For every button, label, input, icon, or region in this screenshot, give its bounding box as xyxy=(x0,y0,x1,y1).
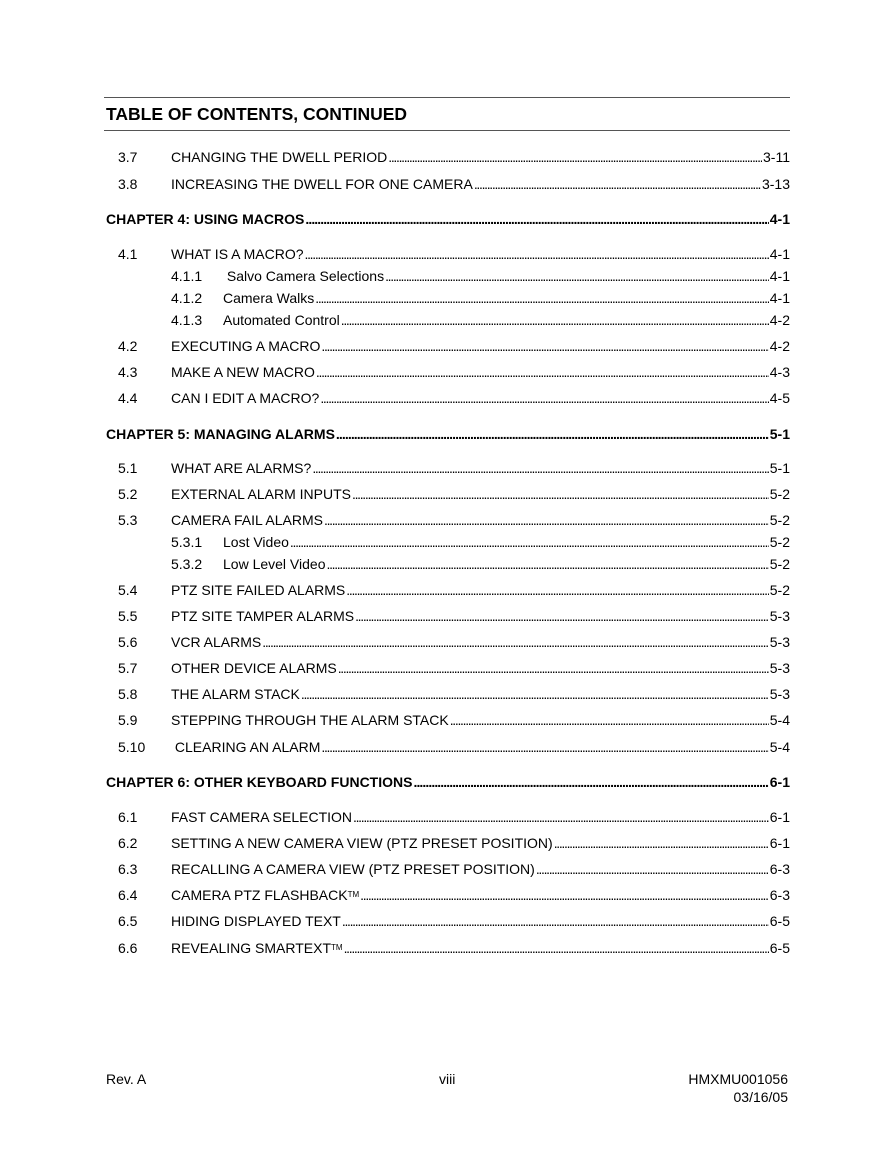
toc-entry[interactable] xyxy=(0,459,892,477)
toc-entry-title: THE ALARM STACK xyxy=(171,686,300,702)
toc-entry-page: 3-11 xyxy=(763,149,790,165)
toc-entry[interactable] xyxy=(0,555,892,573)
dot-leader xyxy=(320,389,768,407)
toc-entry[interactable] xyxy=(0,685,892,703)
dot-leader xyxy=(321,337,768,355)
toc-entry-number: 6.6 xyxy=(118,940,138,956)
toc-entry-number: 4.1.2 xyxy=(171,290,203,306)
toc-entry-page: 6-1 xyxy=(769,774,790,790)
toc-entry[interactable] xyxy=(0,659,892,677)
toc-entry-number: 5.4 xyxy=(118,582,138,598)
toc-entry-title: SETTING A NEW CAMERA VIEW (PTZ PRESET POSITION) xyxy=(171,835,553,851)
toc-entry-page: 5-2 xyxy=(769,556,790,572)
toc-entry-title: WHAT ARE ALARMS? xyxy=(171,460,312,476)
toc-entry-page: 3-13 xyxy=(761,176,790,192)
toc-entry-page: 6-1 xyxy=(769,809,790,825)
toc-entry-title: CLEARING AN ALARM xyxy=(171,739,321,755)
toc-entry-title: HIDING DISPLAYED TEXT xyxy=(171,913,341,929)
dot-leader xyxy=(346,581,768,599)
dot-leader xyxy=(336,425,769,443)
toc-entry-page: 4-3 xyxy=(769,364,790,380)
toc-entry-page: 4-2 xyxy=(769,338,790,354)
toc-chapter-entry[interactable] xyxy=(0,773,892,791)
footer-revision: Rev. A xyxy=(106,1071,147,1087)
toc-entry-page: 5-2 xyxy=(769,534,790,550)
toc-entry-number: 6.2 xyxy=(118,835,138,851)
dot-leader xyxy=(326,555,768,573)
toc-entry-page: 5-2 xyxy=(769,582,790,598)
toc-entry[interactable] xyxy=(0,633,892,651)
footer-date: 03/16/05 xyxy=(733,1089,788,1105)
toc-entry-title: CHAPTER 6: OTHER KEYBOARD FUNCTIONS xyxy=(106,774,413,790)
dot-leader xyxy=(341,311,769,329)
toc-entry-page: 6-3 xyxy=(769,887,790,903)
toc-entry-title: Low Level Video xyxy=(223,556,326,572)
toc-chapter-entry[interactable] xyxy=(0,425,892,443)
toc-entry-title: PTZ SITE TAMPER ALARMS xyxy=(171,608,355,624)
dot-leader xyxy=(474,175,761,193)
toc-entry-title: PTZ SITE FAILED ALARMS xyxy=(171,582,346,598)
toc-chapter-entry[interactable] xyxy=(0,210,892,228)
toc-entry-number: 4.1 xyxy=(118,246,138,262)
toc-entry[interactable] xyxy=(0,912,892,930)
toc-entry-page: 4-1 xyxy=(769,246,790,262)
toc-entry-number: 4.1.3 xyxy=(171,312,203,328)
toc-entry-title: CAN I EDIT A MACRO? xyxy=(171,390,320,406)
dot-leader xyxy=(344,939,769,957)
dot-leader xyxy=(262,633,769,651)
toc-entry[interactable] xyxy=(0,245,892,263)
toc-entry-number: 4.4 xyxy=(118,390,138,406)
toc-entry-page: 4-1 xyxy=(769,211,790,227)
toc-entry-title: RECALLING A CAMERA VIEW (PTZ PRESET POSITION) xyxy=(171,861,535,877)
toc-entry-title: FAST CAMERA SELECTION xyxy=(171,809,353,825)
toc-entry-page: 5-4 xyxy=(769,739,790,755)
toc-entry[interactable] xyxy=(0,939,892,957)
footer-doc-id: HMXMU001056 xyxy=(688,1071,788,1087)
trademark-mark: TM xyxy=(347,890,360,899)
dot-leader xyxy=(321,738,768,756)
dot-leader xyxy=(536,860,769,878)
toc-entry-title: INCREASING THE DWELL FOR ONE CAMERA xyxy=(171,176,473,192)
toc-entry-number: 5.3.1 xyxy=(171,534,203,550)
toc-entry-title: Salvo Camera Selections xyxy=(223,268,385,284)
toc-entry-number: 5.6 xyxy=(118,634,138,650)
toc-entry-number: 5.10 xyxy=(118,739,146,755)
dot-leader xyxy=(355,607,769,625)
toc-entry[interactable] xyxy=(0,267,892,285)
toc-entry[interactable] xyxy=(0,485,892,503)
toc-entry-title: VCR ALARMS xyxy=(171,634,262,650)
toc-entry-page: 5-2 xyxy=(769,486,790,502)
toc-entry-number: 5.8 xyxy=(118,686,138,702)
toc-entry-page: 4-5 xyxy=(769,390,790,406)
dot-leader xyxy=(305,245,769,263)
toc-entry-number: 5.9 xyxy=(118,712,138,728)
toc-entry[interactable] xyxy=(0,148,892,166)
dot-leader xyxy=(315,289,768,307)
toc-entry[interactable] xyxy=(0,738,892,756)
toc-entry-number: 4.3 xyxy=(118,364,138,380)
toc-entry-title: Lost Video xyxy=(223,534,289,550)
toc-entry[interactable] xyxy=(0,511,892,529)
toc-entry-title: STEPPING THROUGH THE ALARM STACK xyxy=(171,712,449,728)
toc-entry-page: 5-4 xyxy=(769,712,790,728)
toc-entry[interactable] xyxy=(0,311,892,329)
toc-entry-title: CHANGING THE DWELL PERIOD xyxy=(171,149,388,165)
toc-entry-title: CHAPTER 4: USING MACROS xyxy=(106,211,305,227)
toc-entry-page: 6-5 xyxy=(769,913,790,929)
dot-leader xyxy=(301,685,769,703)
toc-entry[interactable] xyxy=(0,289,892,307)
toc-entry-title: MAKE A NEW MACRO xyxy=(171,364,315,380)
toc-entry[interactable] xyxy=(0,175,892,193)
dot-leader xyxy=(360,886,769,904)
toc-entry[interactable] xyxy=(0,886,892,904)
toc-entry-number: 4.2 xyxy=(118,338,138,354)
toc-entry-page: 6-1 xyxy=(769,835,790,851)
toc-entry-title: OTHER DEVICE ALARMS xyxy=(171,660,337,676)
toc-entry-number: 6.3 xyxy=(118,861,138,877)
toc-entry-number: 6.1 xyxy=(118,809,138,825)
page-title: TABLE OF CONTENTS, CONTINUED xyxy=(106,104,408,124)
dot-leader xyxy=(290,533,769,551)
toc-entry-number: 5.5 xyxy=(118,608,138,624)
footer-page-number: viii xyxy=(439,1071,456,1087)
dot-leader xyxy=(316,363,769,381)
toc-entry[interactable] xyxy=(0,860,892,878)
dot-leader xyxy=(388,148,762,166)
toc-entry-page: 5-2 xyxy=(769,512,790,528)
toc-entry-number: 5.1 xyxy=(118,460,138,476)
toc-entry[interactable] xyxy=(0,834,892,852)
dot-leader xyxy=(353,808,769,826)
toc-entry-page: 5-1 xyxy=(769,426,790,442)
toc-entry-number: 3.8 xyxy=(118,176,138,192)
toc-entry-page: 5-1 xyxy=(769,460,790,476)
toc-entry[interactable] xyxy=(0,808,892,826)
toc-entry-page: 5-3 xyxy=(769,686,790,702)
toc-entry-title: CHAPTER 5: MANAGING ALARMS xyxy=(106,426,335,442)
toc-entry-page: 4-1 xyxy=(769,290,790,306)
toc-entry-number: 5.7 xyxy=(118,660,138,676)
toc-entry-page: 6-5 xyxy=(769,940,790,956)
toc-entry-number: 3.7 xyxy=(118,149,138,165)
dot-leader xyxy=(342,912,769,930)
toc-entry[interactable] xyxy=(0,581,892,599)
toc-entry-page: 5-3 xyxy=(769,608,790,624)
toc-entry[interactable] xyxy=(0,337,892,355)
toc-entry-page: 4-2 xyxy=(769,312,790,328)
toc-entry[interactable] xyxy=(0,711,892,729)
dot-leader xyxy=(312,459,768,477)
toc-entry-number: 5.2 xyxy=(118,486,138,502)
dot-leader xyxy=(338,659,769,677)
toc-entry-page: 4-1 xyxy=(769,268,790,284)
dot-leader xyxy=(450,711,769,729)
toc-entry-page: 6-3 xyxy=(769,861,790,877)
dot-leader xyxy=(305,210,768,228)
toc-entry-number: 5.3.2 xyxy=(171,556,203,572)
dot-leader xyxy=(352,485,769,503)
toc-entry-number: 4.1.1 xyxy=(171,268,203,284)
toc-entry-page: 5-3 xyxy=(769,634,790,650)
toc-entry[interactable] xyxy=(0,607,892,625)
toc-entry-title: EXECUTING A MACRO xyxy=(171,338,321,354)
toc-entry-number: 6.4 xyxy=(118,887,138,903)
toc-entry-title: WHAT IS A MACRO? xyxy=(171,246,304,262)
toc-entry-page: 5-3 xyxy=(769,660,790,676)
toc-entry-title: Automated Control xyxy=(223,312,340,328)
toc-entry-title: CAMERA FAIL ALARMS xyxy=(171,512,323,528)
toc-entry-title: CAMERA PTZ FLASHBACK™ xyxy=(171,887,360,903)
toc-entry-number: 6.5 xyxy=(118,913,138,929)
dot-leader xyxy=(413,773,768,791)
dot-leader xyxy=(324,511,769,529)
dot-leader xyxy=(385,267,769,285)
toc-entry-title: REVEALING SMARTEXT™ xyxy=(171,940,343,956)
toc-entry[interactable] xyxy=(0,389,892,407)
trademark-mark: TM xyxy=(331,943,343,952)
dot-leader xyxy=(554,834,769,852)
toc-entry[interactable] xyxy=(0,533,892,551)
toc-entry-title: EXTERNAL ALARM INPUTS xyxy=(171,486,351,502)
toc-entry[interactable] xyxy=(0,363,892,381)
toc-entry-title: Camera Walks xyxy=(223,290,315,306)
toc-entry-number: 5.3 xyxy=(118,512,138,528)
